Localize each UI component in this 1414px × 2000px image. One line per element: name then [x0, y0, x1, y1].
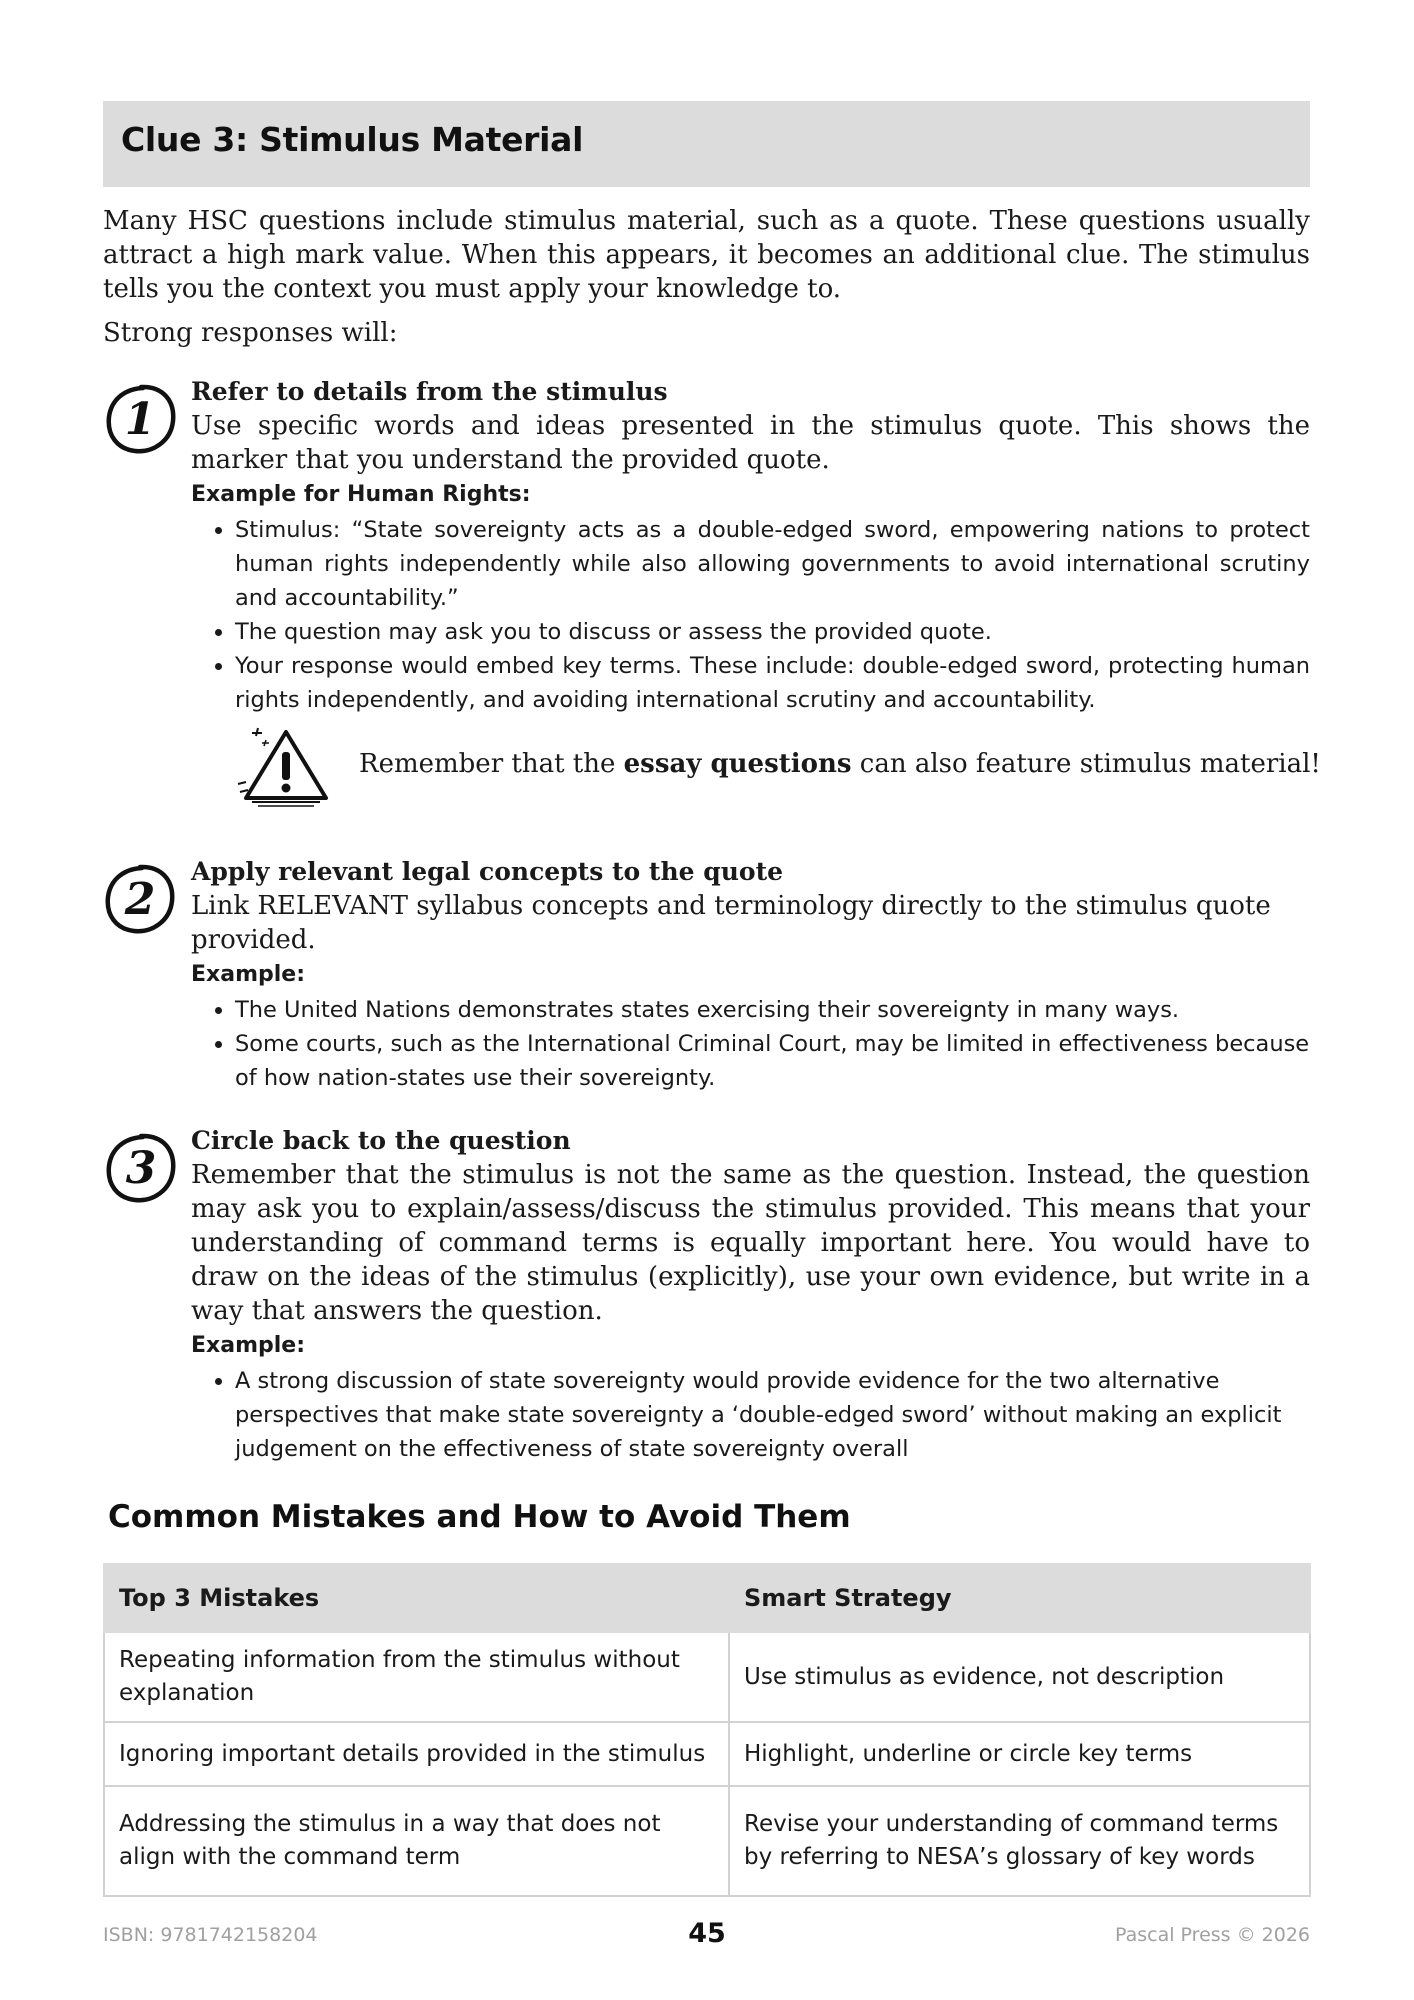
- list-item: • Some courts, such as the International Criminal Court, may be limited in effectiveness because of how nation-states use their sovereignty.: [235, 1027, 1310, 1095]
- point-3-title: Circle back to the question: [191, 1126, 571, 1155]
- column-header-strategy: Smart Strategy: [729, 1564, 1310, 1632]
- number-three-icon: [103, 1130, 179, 1206]
- table-cell: Revise your understanding of command terms by referring to NESA’s glossary of key words: [729, 1786, 1310, 1896]
- section-banner: [103, 101, 1310, 187]
- footer-copyright: Pascal Press © 2026: [1115, 1924, 1310, 1946]
- list-item: • The question may ask you to discuss or assess the provided quote.: [235, 615, 1310, 649]
- page-number: 45: [688, 1918, 726, 1949]
- point-2-bullets: [191, 993, 1310, 1095]
- table-row: [104, 1786, 1310, 1896]
- list-item: • Your response would embed key terms. These include: double-edged sword, protecting human rights independently, and avoiding international scrutiny and accountability.: [235, 649, 1310, 717]
- point-2-body: Link RELEVANT syllabus concepts and terminology directly to the stimulus quote provided.: [191, 891, 1271, 955]
- table-cell: Use stimulus as evidence, not description: [729, 1632, 1310, 1722]
- number-one-icon: [103, 381, 179, 457]
- point-1-body: Use specific words and ideas presented in the stimulus quote. This shows the marker that you understand the provided quote.: [191, 411, 1310, 475]
- point-1-bullets: [191, 513, 1310, 717]
- reminder-callout: [234, 724, 1321, 808]
- point-3: [191, 1124, 1310, 1466]
- table-cell: Highlight, underline or circle key terms: [729, 1722, 1310, 1786]
- point-2-title: Apply relevant legal concepts to the quote: [191, 857, 784, 886]
- point-1-example-label: Example for Human Rights:: [191, 482, 531, 507]
- point-3-body: Remember that the stimulus is not the same as the question. Instead, the question may ask you to explain/assess/discuss the stimulus provided. This means that your understanding of command terms is equally important here. You would have to draw on the ideas of the stimulus (explicitly), use your own evidence, but write in a way that answers the question.: [191, 1160, 1310, 1326]
- list-item: • A strong discussion of state sovereignty would provide evidence for the two alternative perspectives that make state sovereignty a ‘double-edged sword’ without making an explicit judgement on the effectiveness of state sovereignty overall: [235, 1364, 1310, 1466]
- warning-icon: [234, 724, 338, 808]
- point-1-title: Refer to details from the stimulus: [191, 377, 668, 406]
- list-item: • The United Nations demonstrates states exercising their sovereignty in many ways.: [235, 993, 1310, 1027]
- mistakes-table: [103, 1563, 1311, 1897]
- point-2-number: 2: [124, 874, 156, 925]
- list-item: • Stimulus: “State sovereignty acts as a double-edged sword, empowering nations to protect human rights independently while also allowing governments to avoid international scrutiny and accountability.”: [235, 513, 1310, 615]
- point-1: [191, 375, 1310, 717]
- table-cell: Addressing the stimulus in a way that does not align with the command term: [104, 1786, 729, 1896]
- point-2-example-label: Example:: [191, 962, 305, 987]
- reminder-text: Remember that the essay questions can also feature stimulus material!: [359, 749, 1321, 779]
- table-row: [104, 1722, 1310, 1786]
- table-row: [104, 1632, 1310, 1722]
- footer-isbn: ISBN: 9781742158204: [103, 1924, 318, 1946]
- point-2: [191, 855, 1310, 1095]
- table-header-row: [104, 1564, 1310, 1632]
- column-header-mistakes: Top 3 Mistakes: [104, 1564, 729, 1632]
- table-cell: Repeating information from the stimulus without explanation: [104, 1632, 729, 1722]
- number-two-icon: [102, 861, 178, 937]
- point-3-bullets: [191, 1364, 1310, 1466]
- table-cell: Ignoring important details provided in the stimulus: [104, 1722, 729, 1786]
- point-3-example-label: Example:: [191, 1333, 305, 1358]
- mistakes-heading: Common Mistakes and How to Avoid Them: [108, 1499, 851, 1535]
- section-title: Clue 3: Stimulus Material: [121, 120, 584, 159]
- intro-lead: Strong responses will:: [103, 318, 398, 348]
- intro-paragraph: Many HSC questions include stimulus material, such as a quote. These questions usually attract a high mark value. When this appears, it becomes an additional clue. The stimulus tells you the context you must apply your knowledge to.: [103, 206, 1310, 304]
- point-3-number: 3: [125, 1143, 157, 1194]
- point-1-number: 1: [124, 394, 156, 445]
